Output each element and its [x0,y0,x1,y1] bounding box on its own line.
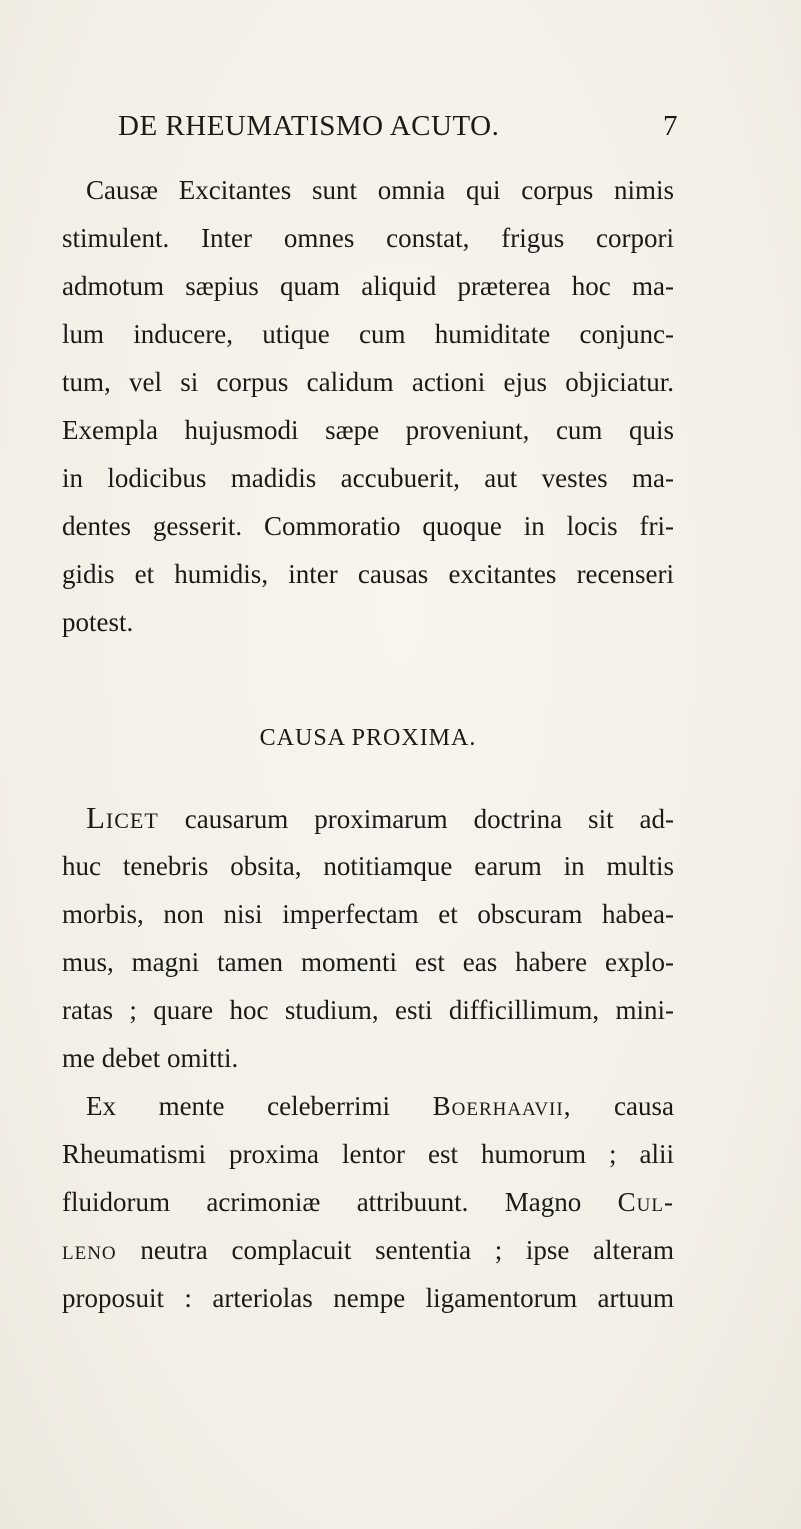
line-segment: neutra complacuit sententia ; ipse alteram [140,1235,674,1265]
text-line: me debet omitti. [62,1043,239,1073]
text-line [62,1178,674,1226]
text-line: Exempla hujusmodi sæpe proveniunt, cum quis [62,415,674,445]
text-line [62,1226,674,1274]
line-segment: causa [614,1091,675,1121]
text-line: ratas ; quare hoc studium, esti difficillimum, mini- [62,995,674,1025]
text-line: gidis et humidis, inter causas excitantes recenseri [62,559,674,589]
text-line: tum, vel si corpus calidum actioni ejus objiciatur. [62,367,674,397]
text-line: mus, magni tamen momenti est eas habere explo- [62,947,674,977]
paragraph-ex-mente [62,1082,674,1322]
text-line: morbis, non nisi imperfectam et obscuram habea- [62,899,674,929]
author-name: Cul- [617,1187,674,1217]
line-rest: causarum proximarum doctrina sit ad- [184,804,675,834]
text-line: stimulent. Inter omnes constat, frigus corpori [62,223,674,253]
author-name: Boerhaavii, [432,1091,572,1121]
page-number: 7 [663,110,678,142]
text-line: admotum sæpius quam aliquid præterea hoc ma- [62,271,674,301]
text-line: proposuit : arteriolas nempe ligamentorum artuum [62,1283,674,1313]
text-line: in lodicibus madidis accubuerit, aut vestes ma- [62,463,674,493]
text-line: Rheumatismi proxima lentor est humorum ; alii [62,1139,674,1169]
text-line [62,1082,674,1130]
section-heading: CAUSA PROXIMA. [259,725,477,751]
text-line: huc tenebris obsita, notitiamque earum in multis [62,851,674,881]
paragraph-licet [62,794,674,1082]
running-head [118,110,678,150]
text-line [62,794,674,842]
line-segment: fluidorum acrimoniæ attribuunt. Magno [62,1187,582,1217]
author-name: leno [62,1235,117,1265]
text-line: lum inducere, utique cum humiditate conjunc- [62,319,674,349]
text-line: potest. [62,607,134,637]
running-title: DE RHEUMATISMO ACUTO. [118,110,500,142]
text-line: dentes gesserit. Commoratio quoque in locis fri- [62,511,674,541]
initial-word: Licet [86,800,159,835]
paragraph-causae-excitantes [62,166,674,646]
line-segment: Ex mente celeberrimi [86,1091,391,1121]
text-line: Causæ Excitantes sunt omnia qui corpus nimis [86,175,674,205]
